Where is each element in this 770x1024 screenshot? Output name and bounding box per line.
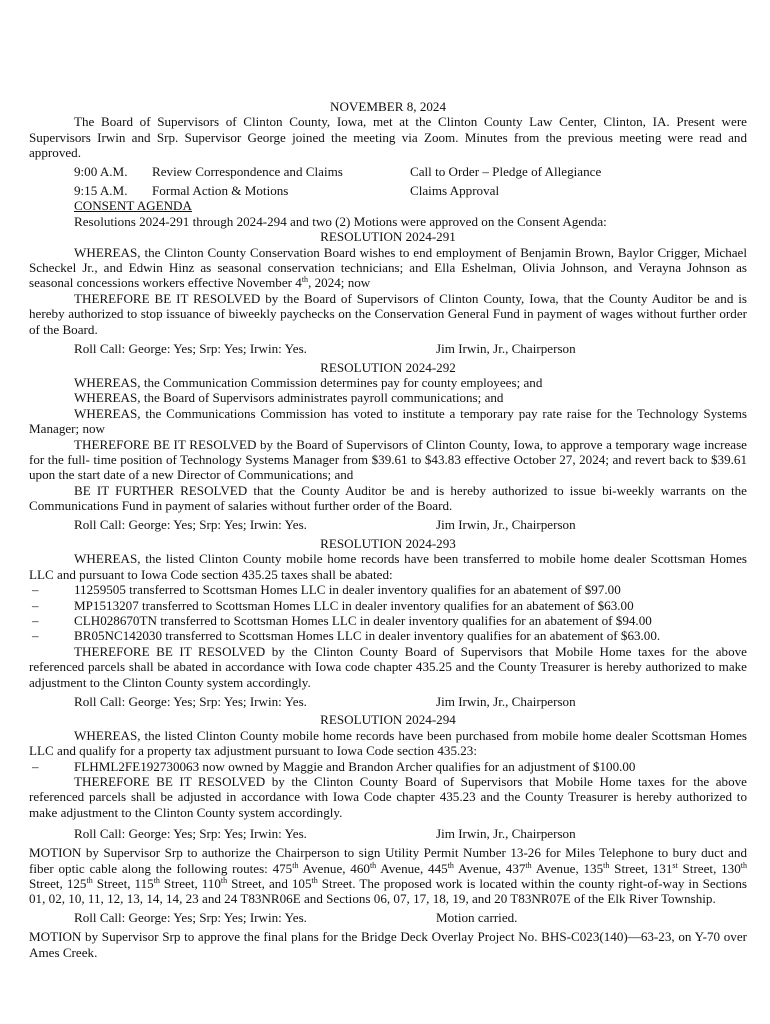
roll-call-line: [29, 341, 747, 356]
ordinal-suffix: th: [292, 860, 299, 870]
therefore-paragraph: THEREFORE BE IT RESOLVED by the Clinton County Board of Supervisors that Mobile Home taxes for the above referenced parcels shall be adjusted in accordance with Iowa Code chapter 435.23 and the County Treasurer is hereby authorized to make adjustment to the Clinton County system accordingly.: [29, 774, 747, 820]
roll-call-votes: Roll Call: George: Yes; Srp: Yes; Irwin: Yes.: [74, 517, 307, 533]
therefore-paragraph: THEREFORE BE IT RESOLVED by the Board of Supervisors of Clinton County, Iowa, to approve a temporary wage increase for the full- time position of Technology Systems Manager from $39.61 to $43.83 effective October 27, 2024; and revert back to $39.61 upon the start date of a new Director of Communications; and: [29, 436, 747, 483]
ordinal-suffix: th: [301, 275, 309, 285]
motion-text: Street, 131: [609, 860, 673, 876]
resolution-title: RESOLUTION 2024-291: [320, 229, 456, 245]
roll-call-votes: Roll Call: George: Yes; Srp: Yes; Irwin: Yes.: [74, 826, 307, 842]
roll-call-line: [29, 517, 747, 532]
ordinal-suffix: th: [86, 876, 93, 885]
further-resolved-paragraph: BE IT FURTHER RESOLVED that the County Auditor be and is hereby authorized to issue bi-weekly warrants on the Communications Fund in payment of salaries without further order of the Board.: [29, 482, 747, 514]
list-item: – FLHML2FE192730063 now owned by Maggie and Brandon Archer qualifies for an adjustment of $100.00: [29, 759, 747, 774]
roll-call-votes: Roll Call: George: Yes; Srp: Yes; Irwin: Yes.: [74, 910, 307, 926]
ordinal-suffix: st: [672, 860, 678, 870]
schedule-item: Claims Approval: [410, 183, 500, 199]
ordinal-suffix: th: [369, 860, 377, 870]
whereas-paragraph: WHEREAS, the listed Clinton County mobile home records have been transferred to mobile home dealer Scottsman Homes LLC and pursuant to Iowa Code section 435.25 taxes shall be abated:: [29, 551, 747, 582]
whereas-text: , 2024; now: [308, 275, 371, 291]
whereas-paragraph: WHEREAS, the Communications Commission has voted to institute a temporary pay rate raise for the Technology Systems Manager; now: [29, 405, 747, 437]
therefore-paragraph: THEREFORE BE IT RESOLVED by the Clinton County Board of Supervisors that Mobile Home taxes for the above referenced parcels shall be abated in accordance with Iowa code chapter 435.25 and the County Treasurer is hereby authorized to make adjustment to the Clinton County system accordingly.: [29, 643, 747, 690]
intro-paragraph: The Board of Supervisors of Clinton County, Iowa, met at the Clinton County Law Center, Clinton, IA. Present were Supervisors Irwin and Srp. Supervisor George joined the meeting via Zoom. Minutes from the previous meeting were read and approved.: [29, 114, 747, 161]
motion-text: Avenue, 437: [453, 860, 526, 876]
roll-call-line: [29, 910, 747, 925]
ordinal-suffix: th: [220, 876, 228, 885]
motion-text: Street. The proposed work is located within the county right-of-way in Sections 01, 02, 10, 11, 12, 13, 14, 14, 23 and 24 T83NR06E and Sections 06, 07, 17, 18, 19, and 20 T83NR07E of the Elk River Township.: [29, 876, 747, 907]
resolution-title: RESOLUTION 2024-292: [320, 359, 456, 375]
motion-result: Motion carried.: [436, 910, 518, 926]
schedule-time: 9:00 A.M.: [74, 164, 128, 180]
adjustment-list: [29, 759, 747, 774]
whereas-paragraph: [29, 245, 747, 291]
schedule-item: Call to Order – Pledge of Allegiance: [410, 164, 602, 180]
schedule-time: 9:15 A.M.: [74, 183, 128, 199]
list-item: – BR05NC142030 transferred to Scottsman Homes LLC in dealer inventory qualifies for an abatement of $63.00.: [29, 628, 747, 643]
whereas-text: WHEREAS, the Clinton County Conservation Board wishes to end employment of Benjamin Brown, Baylor Crigger, Michael Scheckel Jr., and Edwin Hinz as seasonal conservation technicians; and Ella Eshelman, Olivia Johnson, and Verayna Johnson as seasonal concessions workers effective November 4: [29, 244, 747, 291]
meeting-date: NOVEMBER 8, 2024: [329, 99, 447, 114]
motion-text: Street, 130: [677, 860, 741, 876]
minutes-body: [29, 99, 747, 960]
roll-call-line: [29, 826, 747, 841]
motion-text: MOTION by Supervisor Srp to authorize the Chairperson to sign Utility Permit Number 13-26 for Miles Telephone to bury duct and fiber optic cable along the following routes: 475: [29, 845, 747, 876]
therefore-paragraph: THEREFORE BE IT RESOLVED by the Board of Supervisors of Clinton County, Iowa, that the County Auditor be and is hereby authorized to stop issuance of biweekly paychecks on the Conservation General Fund in payment of wages without further order of the Board.: [29, 290, 747, 337]
list-item: – MP1513207 transferred to Scottsman Homes LLC in dealer inventory qualifies for an abatement of $63.00: [29, 598, 747, 613]
schedule-row: [29, 183, 747, 198]
chairperson-signature: Jim Irwin, Jr., Chairperson: [436, 517, 576, 533]
motion-text: Avenue, 135: [531, 860, 604, 876]
chairperson-signature: Jim Irwin, Jr., Chairperson: [436, 340, 576, 356]
motion-paragraph: MOTION by Supervisor Srp to approve the final plans for the Bridge Deck Overlay Project No. BHS-C023(140)—63-23, on Y-70 over Ames Creek.: [29, 929, 747, 960]
ordinal-suffix: th: [311, 876, 318, 885]
motion-text: Street, 110: [159, 876, 221, 891]
resolution-title: RESOLUTION 2024-293: [320, 535, 456, 551]
schedule-item: Review Correspondence and Claims: [152, 164, 343, 180]
resolution-title: RESOLUTION 2024-294: [320, 712, 456, 728]
chairperson-signature: Jim Irwin, Jr., Chairperson: [436, 826, 576, 842]
abatement-list: [29, 582, 747, 644]
roll-call-line: [29, 694, 747, 709]
ordinal-suffix: th: [740, 860, 747, 870]
schedule-row: [29, 164, 747, 179]
roll-call-votes: Roll Call: George: Yes; Srp: Yes; Irwin: Yes.: [74, 340, 307, 356]
motion-text: Street, and 105: [227, 876, 312, 891]
roll-call-votes: Roll Call: George: Yes; Srp: Yes; Irwin: Yes.: [74, 693, 307, 709]
list-item: – 11259505 transferred to Scottsman Homes LLC in dealer inventory qualifies for an abatement of $97.00: [29, 582, 747, 597]
ordinal-suffix: th: [603, 860, 610, 870]
motion-paragraph: [29, 845, 747, 907]
consent-agenda-intro: Resolutions 2024-291 through 2024-294 and two (2) Motions were approved on the Consent Agenda:: [74, 213, 607, 229]
motion-text: Avenue, 445: [376, 860, 448, 876]
chairperson-signature: Jim Irwin, Jr., Chairperson: [436, 693, 576, 709]
motion-text: Street, 115: [92, 876, 154, 891]
ordinal-suffix: th: [153, 876, 160, 885]
consent-agenda-heading: CONSENT AGENDA: [74, 198, 192, 214]
motion-text: Avenue, 460: [298, 860, 370, 876]
ordinal-suffix: th: [525, 860, 532, 870]
schedule-item: Formal Action & Motions: [152, 183, 289, 199]
list-item: – CLH028670TN transferred to Scottsman Homes LLC in dealer inventory qualifies for an abatement of $94.00: [29, 613, 747, 628]
motion-text: Street, 125: [29, 876, 87, 891]
ordinal-suffix: th: [447, 860, 454, 870]
whereas-paragraph: WHEREAS, the listed Clinton County mobile home records have been purchased from mobile home dealer Scottsman Homes LLC and qualify for a property tax adjustment pursuant to Iowa Code section 435.23:: [29, 727, 747, 759]
whereas-paragraph: WHEREAS, the Board of Supervisors administrates payroll communications; and: [74, 390, 504, 406]
whereas-paragraph: WHEREAS, the Communication Commission determines pay for county employees; and: [74, 374, 543, 390]
